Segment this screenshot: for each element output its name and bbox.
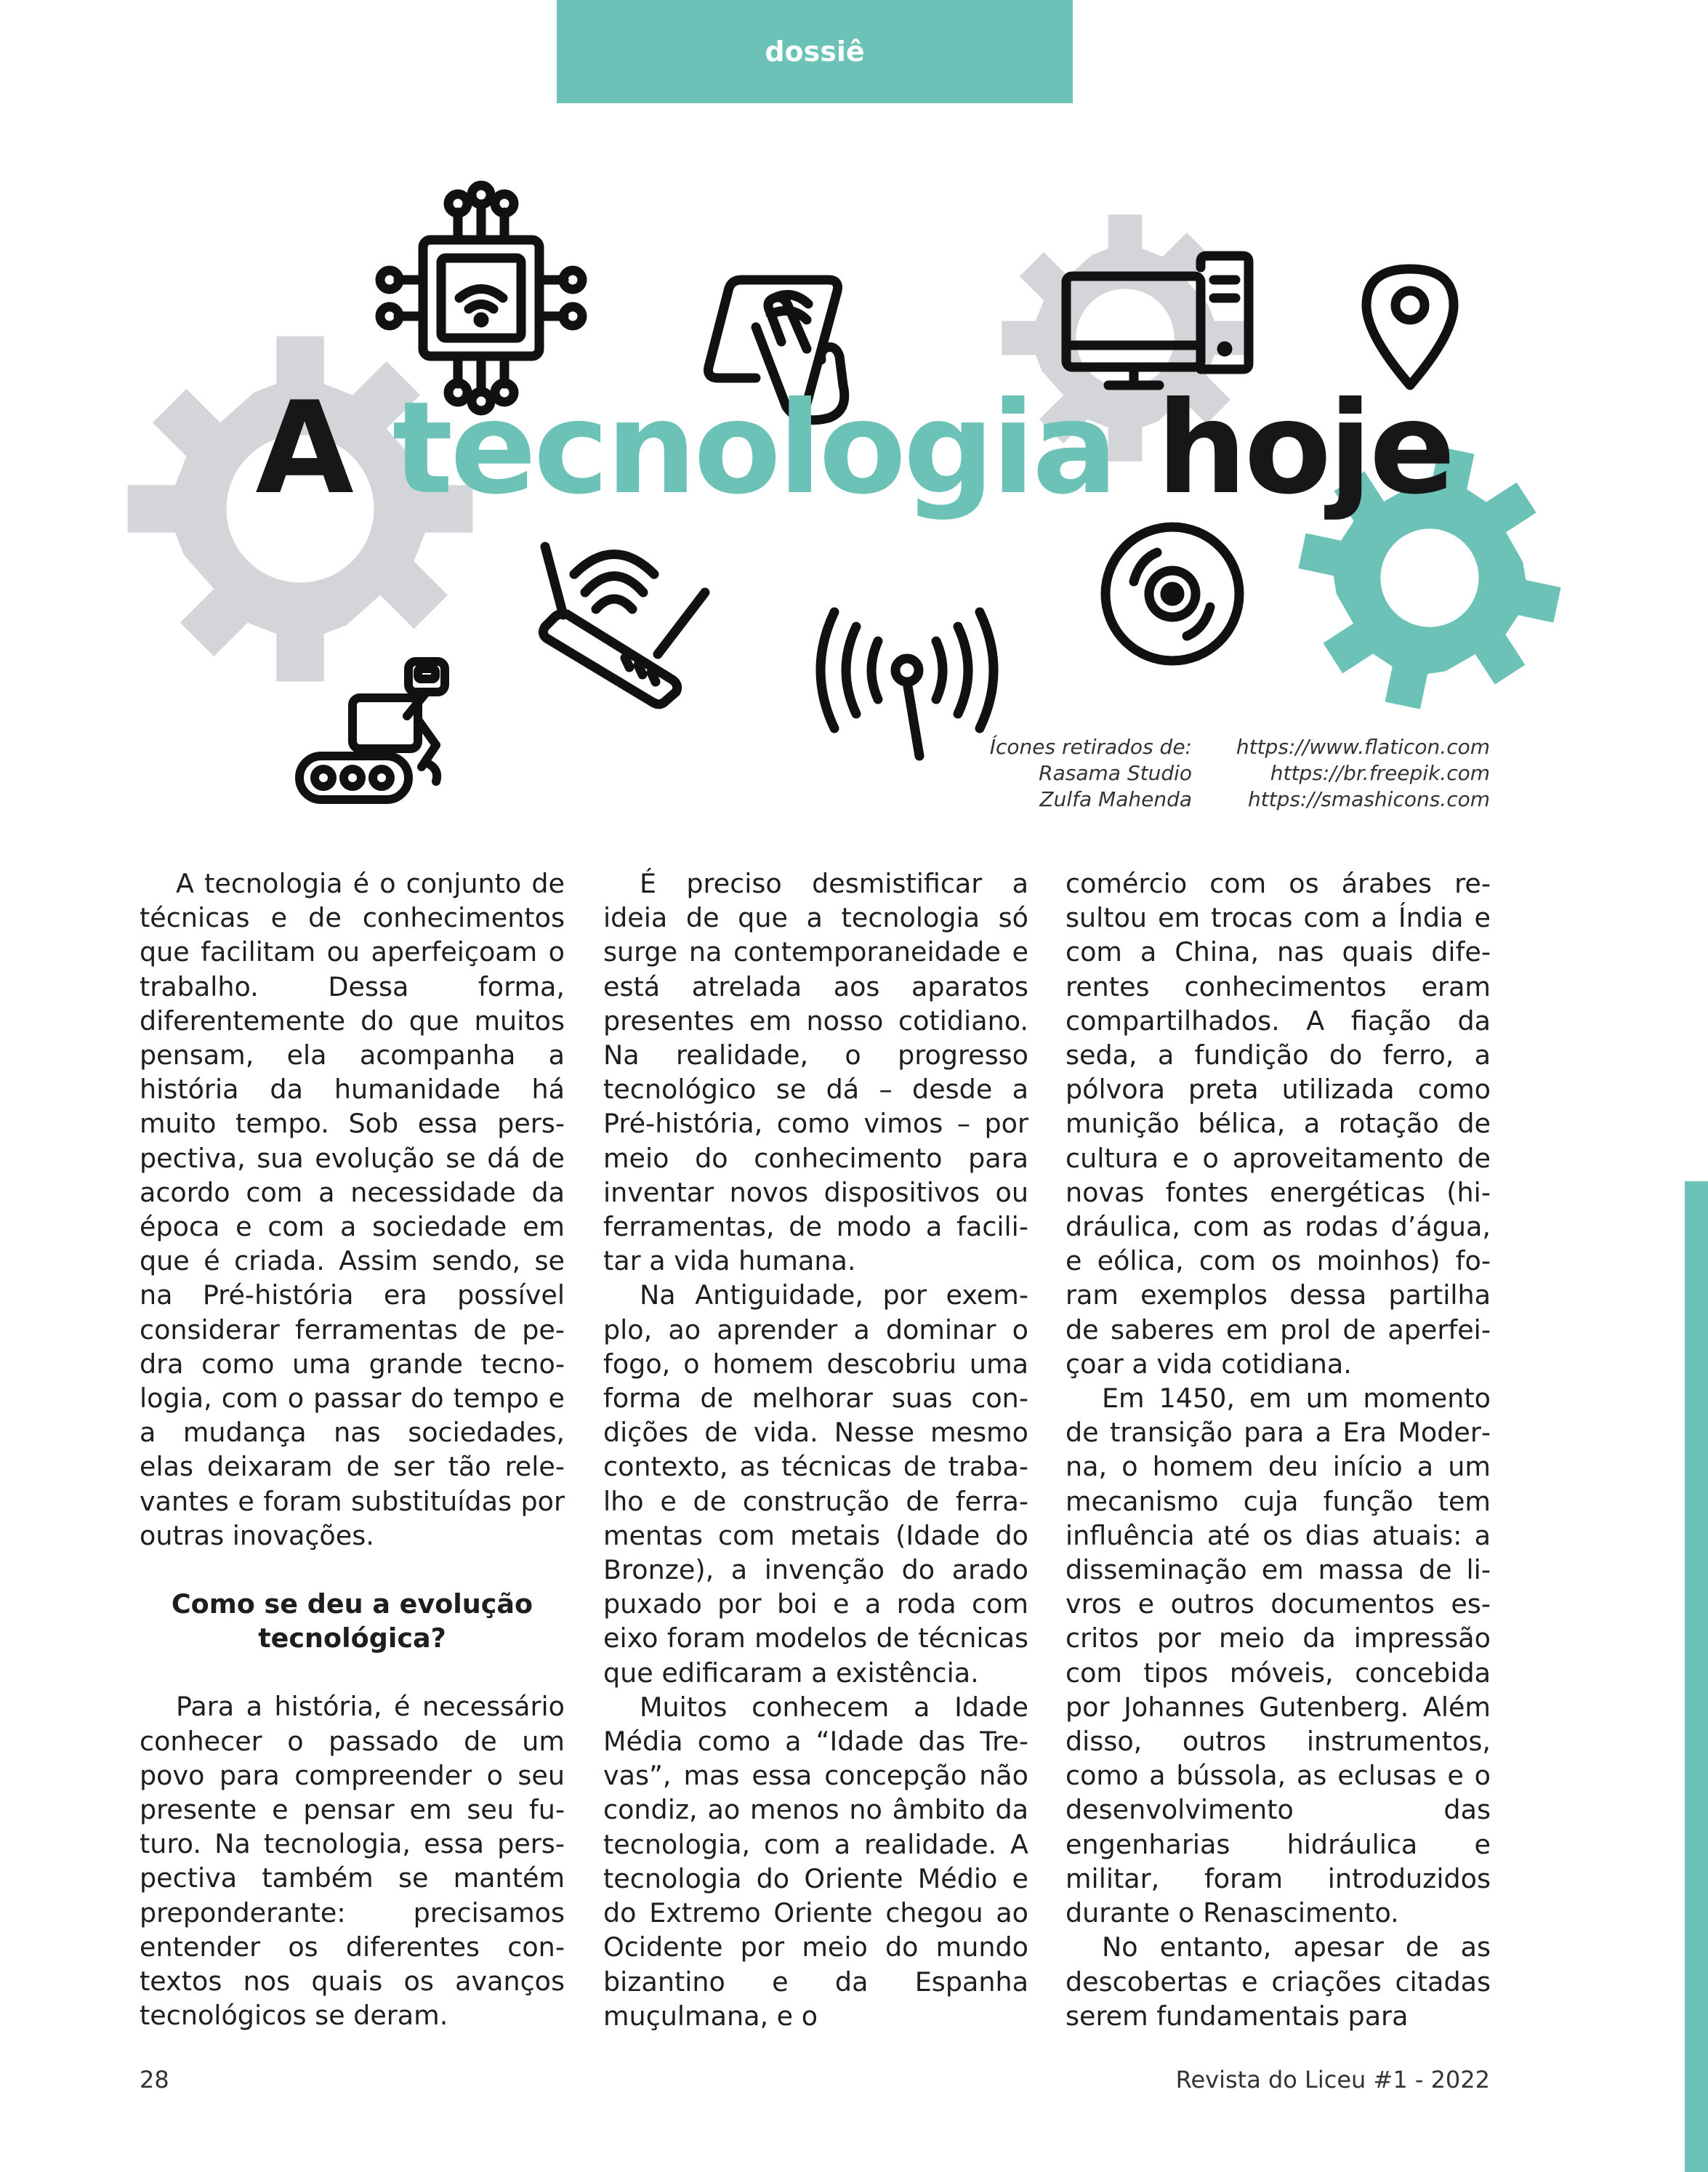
section-tab bbox=[557, 0, 1073, 103]
article-paragraph: Muitos conhecem a Idade Média como a “Idade das Trevas”, mas essa concepção não condiz, ao menos no âmbito da tecnologia, com a realidade. A tecnologia do Oriente Médio e do Extremo Oriente chegou ao Ocidente por meio do mundo bizantino e da Espanha muçulmana, e o bbox=[603, 1691, 1028, 2032]
article-paragraph: Na Antiguidade, por exemplo, ao aprender a dominar o fogo, o homem descobriu uma forma de melhorar suas condições de vida. Nesse mesmo contexto, as técnicas de trabalho e de construção de ferramentas com metais (Idade do Bronze), a invenção do arado puxado por boi e a roda com eixo foram modelos de técnicas que edificaram a existência. bbox=[603, 1279, 1028, 1689]
credits-site-link[interactable]: https://smashicons.com bbox=[1247, 787, 1490, 811]
credits-author: Zulfa Mahenda bbox=[1039, 787, 1192, 811]
article-paragraph: Para a história, é necessário conhecer o passado de um povo para compreender o seu presente e pensar em seu futuro. Na tecnologia, essa perspectiva também se mantém preponderante: precisamos entender os diferentes contextos nos quais os avanços tecnológicos se deram. bbox=[140, 1691, 565, 2032]
article-paragraph: É preciso desmistificar a ideia de que a tecnologia só surge na contemporaneidade e está atrelada aos aparatos presentes em nosso cotidiano. Na realidade, o progresso tecnológico se dá – desde a Pré-história, como vimos – por meio do conhecimento para inventar novos dispositivos ou ferramentas, de modo a facilitar a vida humana. bbox=[603, 868, 1028, 1277]
article-column-3 bbox=[1066, 866, 1491, 2033]
credits-site-link[interactable]: https://www.flaticon.com bbox=[1236, 735, 1490, 759]
credits-label: Ícones retirados de: bbox=[989, 735, 1192, 759]
page-number: 28 bbox=[140, 2066, 169, 2093]
article-paragraph: A tecnologia é o conjunto de técnicas e de conhecimentos que facilitam ou aperfeiçoam o trabalho. Dessa forma, diferentemente do que muitos pensam, ela acompanha a história da humanidade há muito tempo. Sob essa perspectiva, sua evolução se dá de acordo com a necessidade da época e com a sociedade em que é criada. Assim sendo, se na Pré-história era possível considerar ferramentas de pedra como uma grande tecnologia, com o passar do tempo e a mudança nas sociedades, elas deixaram de ser tão relevantes e foram substituídas por outras inovações. bbox=[140, 868, 565, 1551]
article-paragraph: No entanto, apesar de as descobertas e criações citadas serem fundamentais para bbox=[1066, 1931, 1491, 2032]
article-column-2 bbox=[603, 866, 1028, 2033]
article-title bbox=[0, 375, 1708, 523]
side-accent-bar bbox=[1685, 1181, 1708, 2172]
credits-site-link[interactable]: https://br.freepik.com bbox=[1270, 761, 1490, 785]
disc-icon bbox=[1105, 527, 1239, 661]
article-paragraph: Em 1450, em um momento de transição para a Era Moderna, o homem deu início a um mecanismo cuja função tem influência até os dias atuais: a disseminação em massa de livros e outros documentos escritos por meio da impressão com tipos móveis, concebida por Johannes Gutenberg. Além disso, outros instrumentos, como a bússola, as eclusas e o desenvolvimento das engenharias hidráulica e militar, foram introduzidos durante o Renascimento. bbox=[1066, 1383, 1491, 1929]
title-word-a: A bbox=[255, 375, 351, 523]
robot-icon bbox=[299, 661, 445, 800]
article-paragraph: comércio com os árabes resultou em trocas com a Índia e com a China, nas quais diferentes conhecimentos eram compartilhados. A fiação da seda, a fundição do ferro, a pólvora preta utilizada como munição bélica, a rotação de cultura e o aproveitamento de novas fontes energéticas (hidráulica, com as rodas d’água, e eólica, com os moinhos) foram exemplos dessa partilha de saberes em prol de aperfeiçoar a vida cotidiana. bbox=[1066, 868, 1491, 1380]
publication-footer: Revista do Liceu #1 - 2022 bbox=[1175, 2066, 1490, 2093]
section-label: dossiê bbox=[765, 36, 865, 68]
section-heading: Como se deu a evolução tecnológica? bbox=[171, 1588, 533, 1654]
title-word-hoje: hoje bbox=[1156, 375, 1453, 523]
icon-credits-sites bbox=[1207, 734, 1490, 813]
title-word-tecnologia: tecnologia bbox=[392, 375, 1116, 523]
router-icon bbox=[543, 547, 705, 704]
credits-author: Rasama Studio bbox=[1039, 761, 1192, 785]
article-column-1 bbox=[140, 866, 565, 2033]
icon-credits-authors bbox=[894, 734, 1192, 813]
location-pin-icon bbox=[1366, 269, 1454, 385]
